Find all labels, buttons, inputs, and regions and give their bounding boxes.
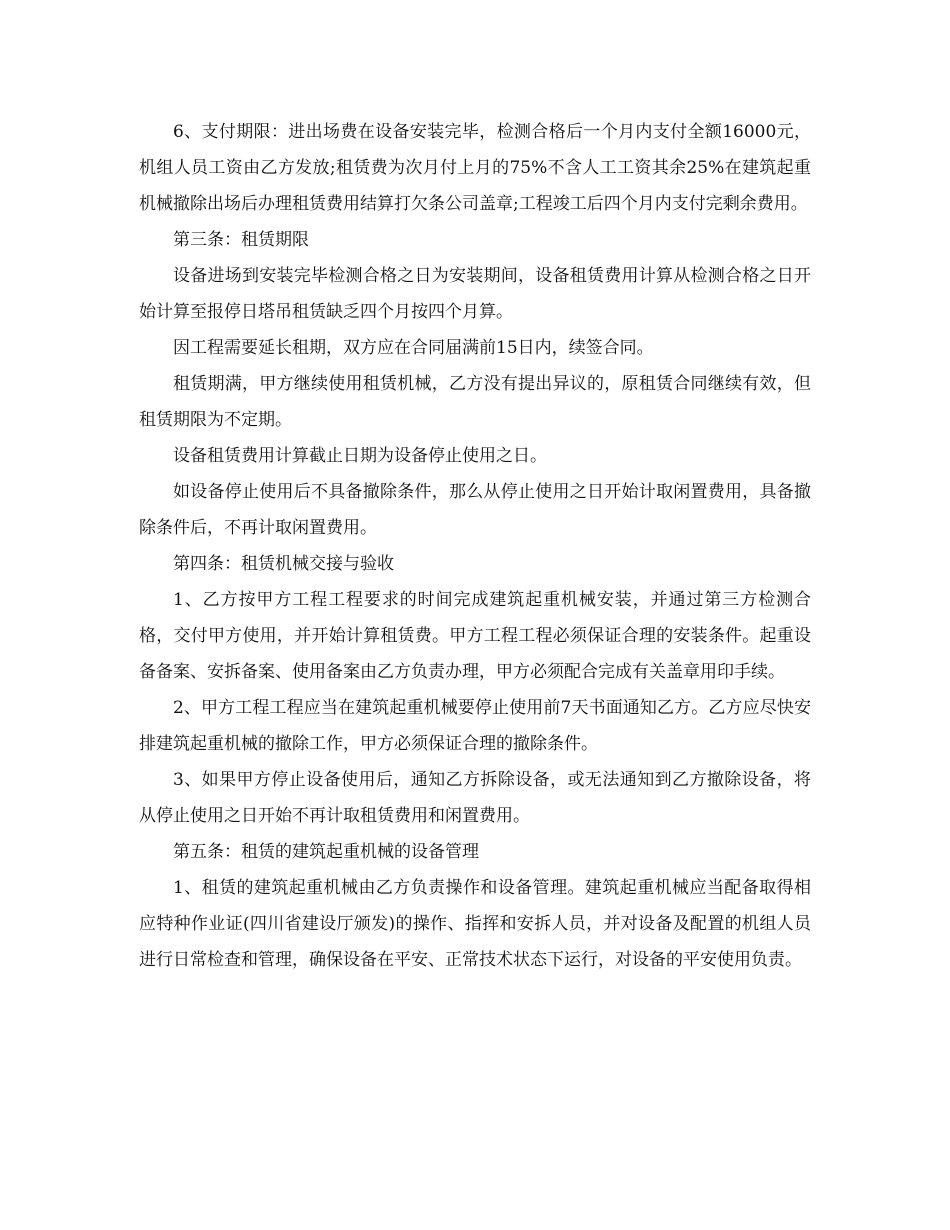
paragraph-extension: 因工程需要延长租期，双方应在合同届满前15日内，续签合同。: [173, 338, 654, 358]
paragraph-idle-fee: 如设备停止使用后不具备撤除条件，那么从停止使用之日开始计取闲置费用，具备撤除条件后，不再计取闲置费用。: [139, 482, 811, 538]
heading-article-3: 第三条：租赁期限: [173, 230, 309, 250]
paragraph-expiry: 租赁期满，甲方继续使用租赁机械，乙方没有提出异议的，原租赁合同继续有效，但租赁期限为不定期。: [139, 374, 811, 430]
paragraph-installation-period: 设备进场到安装完毕检测合格之日为安装期间，设备租赁费用计算从检测合格之日开始计算至报停日塔吊租赁缺乏四个月按四个月算。: [139, 266, 811, 322]
heading-article-4: 第四条：租赁机械交接与验收: [173, 554, 394, 574]
paragraph-management-1: 1、租赁的建筑起重机械由乙方负责操作和设备管理。建筑起重机械应当配备取得相应特种作业证(四川省建设厅颁发)的操作、指挥和安拆人员，并对设备及配置的机组人员进行日常检查和管理，确保设备在平安、正常技术状态下运行，对设备的平安使用负责。: [139, 878, 811, 970]
paragraph-handover-3: 3、如果甲方停止设备使用后，通知乙方拆除设备，或无法通知到乙方撤除设备，将从停止使用之日开始不再计取租赁费用和闲置费用。: [139, 770, 811, 826]
paragraph-handover-2: 2、甲方工程工程应当在建筑起重机械要停止使用前7天书面通知乙方。乙方应尽快安排建筑起重机械的撤除工作，甲方必须保证合理的撤除条件。: [139, 698, 811, 754]
document-body: [139, 114, 811, 978]
paragraph-handover-1: 1、乙方按甲方工程工程要求的时间完成建筑起重机械安装，并通过第三方检测合格，交付甲方使用，并开始计算租赁费。甲方工程工程必须保证合理的安装条件。起重设备备案、安拆备案、使用备案由乙方负责办理，甲方必须配合完成有关盖章用印手续。: [139, 590, 811, 682]
paragraph-payment-term: 6、支付期限：进出场费在设备安装完毕，检测合格后一个月内支付全额16000元，机组人员工资由乙方发放;租赁费为次月付上月的75%不含人工工资其余25%在建筑起重机械撤除出场后办理租赁费用结算打欠条公司盖章;工程竣工后四个月内支付完剩余费用。: [139, 122, 811, 214]
paragraph-fee-cutoff: 设备租赁费用计算截止日期为设备停止使用之日。: [173, 446, 547, 466]
heading-article-5: 第五条：租赁的建筑起重机械的设备管理: [173, 842, 479, 862]
